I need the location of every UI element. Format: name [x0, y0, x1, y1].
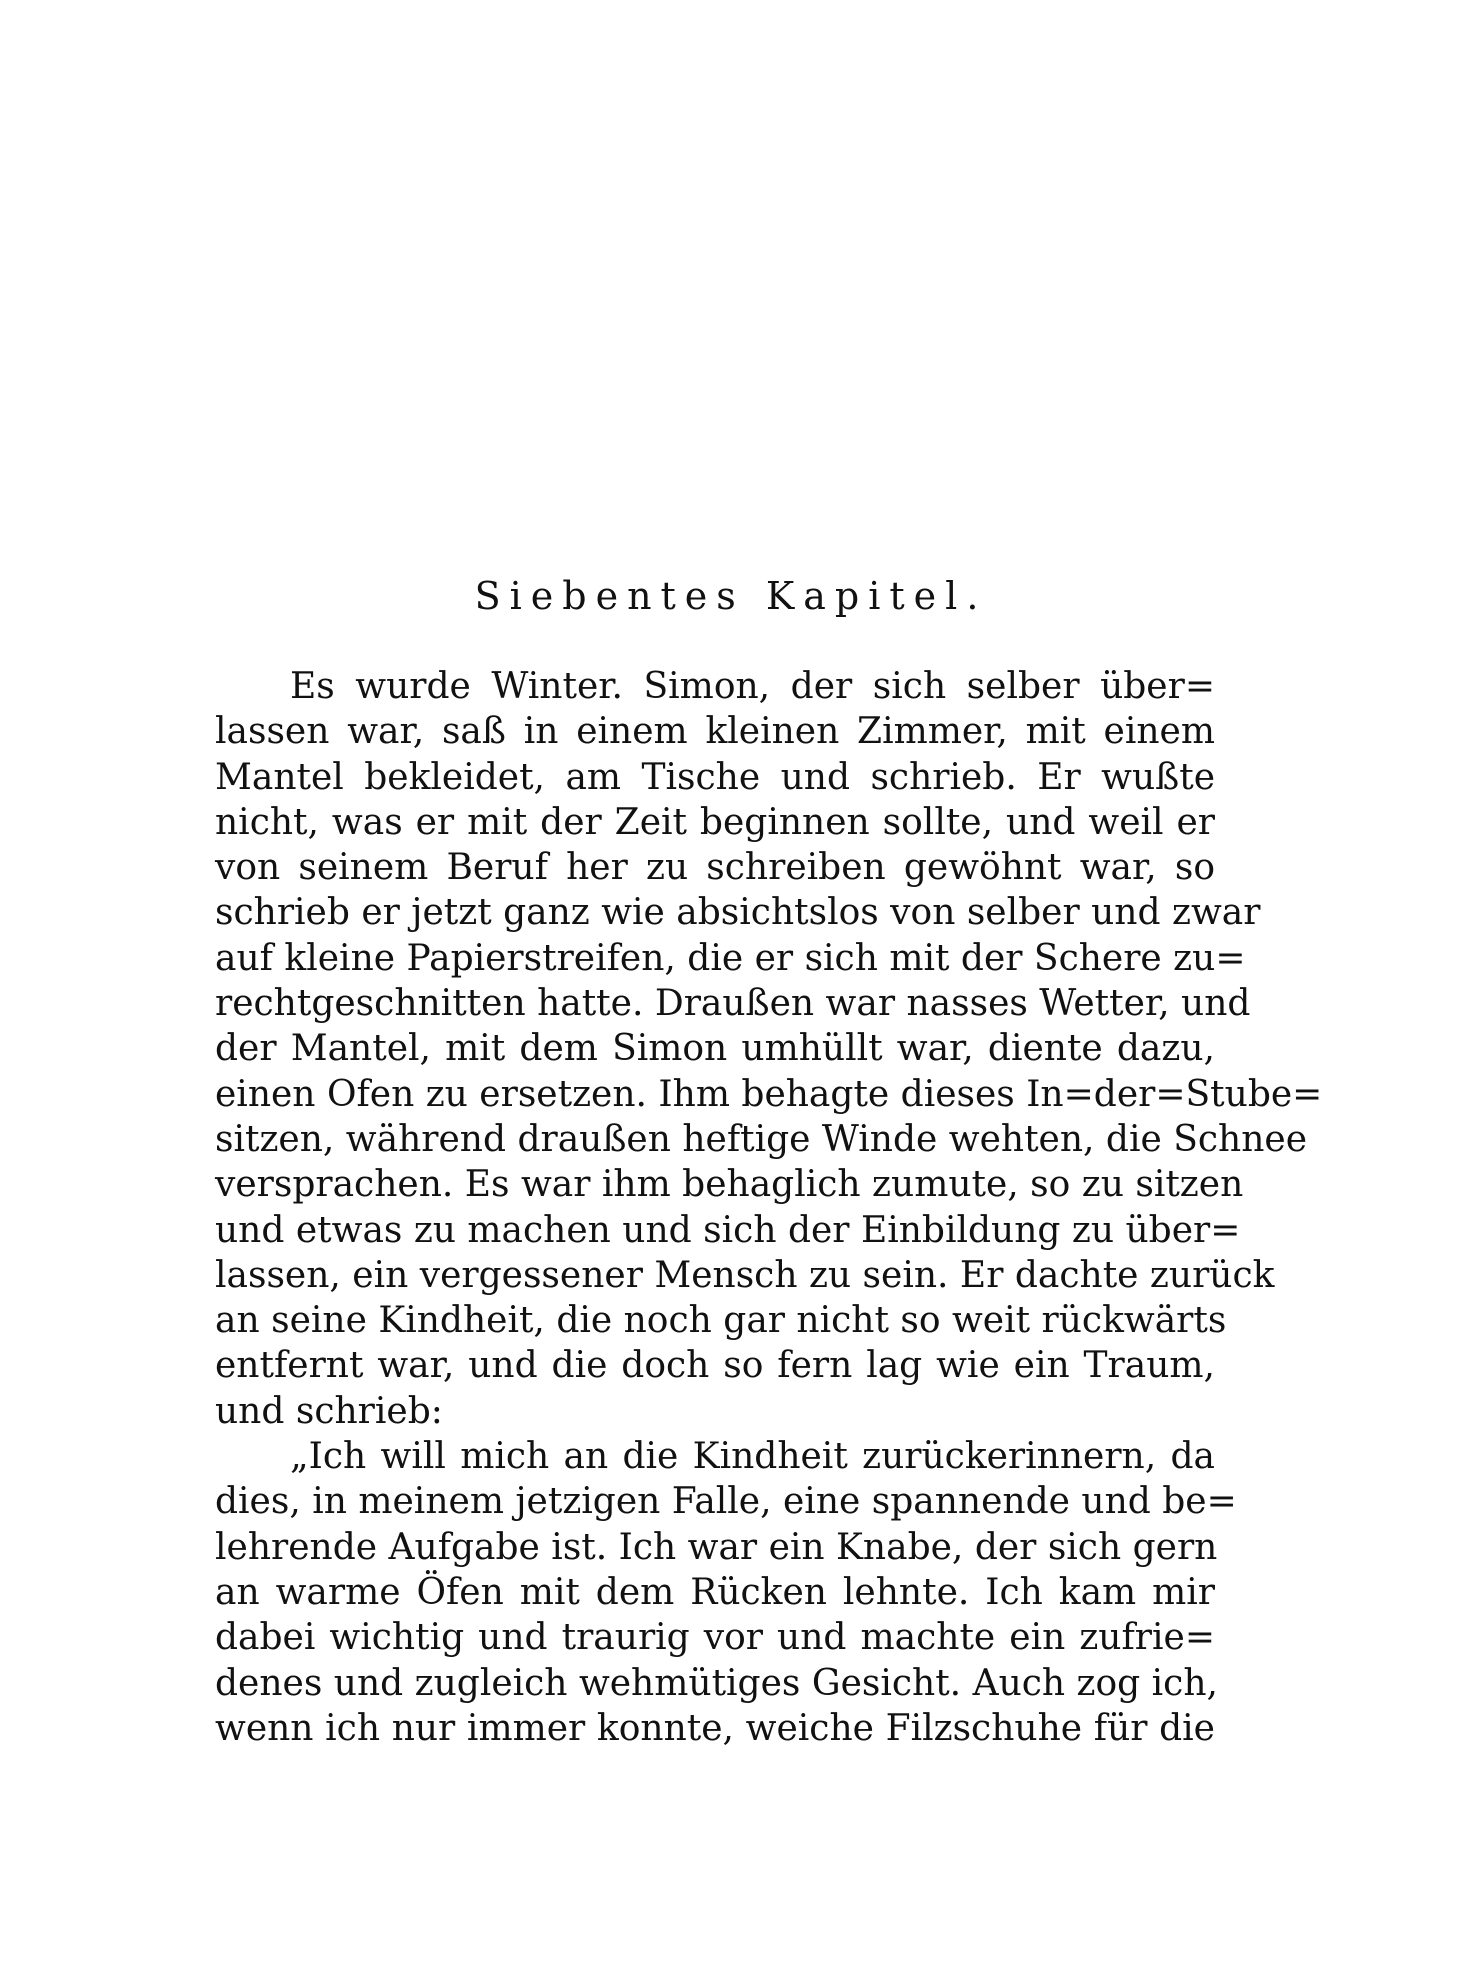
text-line: entfernt war, und die doch so fern lag wie ein Traum,: [215, 1345, 1215, 1387]
text-line: lehrende Aufgabe ist. Ich war ein Knabe, der sich gern: [215, 1526, 1218, 1568]
text-line: von seinem Beruf her zu schreiben gewöhnt war, so: [215, 847, 1215, 889]
text-line: denes und zugleich wehmütiges Gesicht. Auch zog ich,: [215, 1662, 1218, 1704]
text-line: der Mantel, mit dem Simon umhüllt war, diente dazu,: [215, 1028, 1215, 1070]
text-line: lassen, ein vergessener Mensch zu sein. Er dachte zurück: [215, 1254, 1275, 1296]
text-line: sitzen, während draußen heftige Winde wehten, die Schnee: [215, 1118, 1308, 1160]
text-line: auf kleine Papierstreifen, die er sich mit der Schere zu=: [215, 937, 1246, 979]
text-line: einen Ofen zu ersetzen. Ihm behagte dieses In=der=Stube=: [215, 1073, 1323, 1115]
text-line: und schrieb:: [215, 1390, 443, 1432]
text-line: „Ich will mich an die Kindheit zurückerinnern, da: [290, 1436, 1215, 1478]
text-line: an seine Kindheit, die noch gar nicht so weit rückwärts: [215, 1300, 1227, 1342]
chapter-title: Siebentes Kapitel.: [474, 574, 988, 618]
text-line: dies, in meinem jetzigen Falle, eine spannende und be=: [215, 1481, 1237, 1523]
text-line: versprachen. Es war ihm behaglich zumute, so zu sitzen: [215, 1164, 1244, 1206]
body-text: [215, 664, 1323, 1751]
text-line: Es wurde Winter. Simon, der sich selber über=: [290, 666, 1215, 707]
text-line: an warme Öfen mit dem Rücken lehnte. Ich kam mir: [215, 1571, 1215, 1613]
text-line: lassen war, saß in einem kleinen Zimmer, mit einem: [215, 711, 1215, 753]
text-line: schrieb er jetzt ganz wie absichtslos von selber und zwar: [215, 892, 1261, 934]
text-line: dabei wichtig und traurig vor und machte ein zufrie=: [215, 1617, 1215, 1659]
text-line: rechtgeschnitten hatte. Draußen war nasses Wetter, und: [215, 983, 1251, 1025]
text-line: Mantel bekleidet, am Tische und schrieb. Er wußte: [215, 756, 1215, 798]
text-line: nicht, was er mit der Zeit beginnen sollte, und weil er: [215, 801, 1215, 843]
text-line: und etwas zu machen und sich der Einbildung zu über=: [215, 1209, 1241, 1251]
text-line: wenn ich nur immer konnte, weiche Filzschuhe für die: [215, 1707, 1215, 1749]
